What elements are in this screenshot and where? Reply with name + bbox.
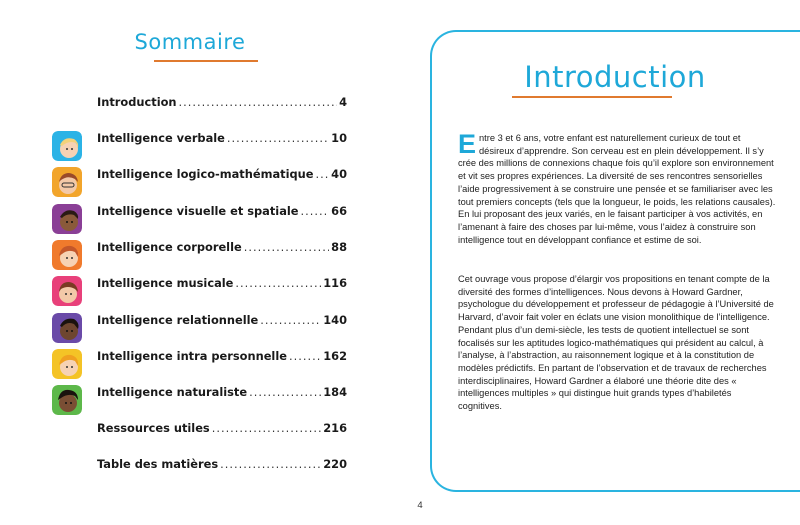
toc-leader-dots (212, 421, 322, 435)
toc-page: 66 (331, 204, 347, 218)
child-avatar-icon (52, 240, 82, 270)
toc-label: Table des matières (97, 457, 219, 471)
toc-item-verbale[interactable] (97, 131, 347, 149)
toc-page: 116 (323, 276, 347, 290)
introduction-title: Introduction (524, 60, 706, 94)
sommaire-title: Sommaire (134, 30, 246, 54)
child-avatar-icon (52, 204, 82, 234)
toc-leader-dots (235, 276, 321, 290)
toc-page: 88 (331, 240, 347, 254)
toc-page: 10 (331, 131, 347, 145)
toc-page: 140 (323, 313, 347, 327)
toc-label: Introduction (97, 95, 177, 109)
intro-block-2 (458, 273, 776, 413)
toc-page: 40 (331, 167, 347, 181)
toc-page: 216 (323, 421, 347, 435)
toc-leader-dots (249, 385, 321, 399)
toc-page: 162 (323, 349, 347, 363)
toc-leader-dots (227, 131, 329, 145)
toc-label: Intelligence verbale (97, 131, 225, 145)
toc-leader-dots (179, 95, 338, 109)
toc-label: Intelligence corporelle (97, 240, 242, 254)
child-avatar-icon (52, 131, 82, 161)
toc-item-table-des-matieres[interactable] (97, 457, 347, 475)
child-avatar-icon (52, 349, 82, 379)
toc-label: Ressources utiles (97, 421, 210, 435)
child-avatar-icon (52, 313, 82, 343)
toc-item-naturaliste[interactable] (97, 385, 347, 403)
toc-item-musicale[interactable] (97, 276, 347, 294)
toc-item-ressources-utiles[interactable] (97, 421, 347, 439)
intro-paragraph-2: En lui proposant des jeux variés, en le faisant participer à vos activités, en l’amenant à faire des choses par lui-même, vous l’aidez à construire son intelligence tout en développant confiance et estime de soi. (458, 209, 763, 245)
toc-leader-dots (301, 204, 330, 218)
toc-page: 184 (323, 385, 347, 399)
toc-item-relationnelle[interactable] (97, 313, 347, 331)
intro-block-1 (458, 129, 776, 246)
toc-page: 4 (339, 95, 347, 109)
drop-cap: E (458, 129, 477, 159)
toc-label: Intelligence logico-mathématique (97, 167, 314, 181)
toc-leader-dots (315, 167, 329, 181)
child-avatar-icon (52, 385, 82, 415)
toc-item-visuelle-spatiale[interactable] (97, 204, 347, 222)
title-underline (154, 60, 258, 62)
toc-leader-dots (289, 349, 321, 363)
child-avatar-icon (52, 276, 82, 306)
introduction-frame (430, 30, 800, 492)
toc-label: Intelligence intra personnelle (97, 349, 287, 363)
title-underline (512, 96, 672, 98)
intro-paragraph-3: Cet ouvrage vous propose d’élargir vos propositions en tenant compte de la diversité des formes d’intelligences. Nous devons à Howard Gardner, psychologue du développement et professeur de pédagogie à l’Université de Harvard, d’avoir fait voler en éclats une vision monolithique de l’intelligence. Pendant plus d’un demi-siècle, les tests de quotient intellectuel se sont focalisés sur les aptitudes logico-mathématiques qui président au calcul, à l’analyse, à l’abstraction, au raisonnement logique et à la constitution de modèles prédictifs. En partant de l’observation et de travaux de recherches interdisciplinaires, Howard Gardner a élaboré une théorie dite des « intelligences multiples » qui distingue huit grands types d’habiletés cognitives. (458, 274, 774, 412)
toc-leader-dots (220, 457, 321, 471)
toc-item-intra-personnelle[interactable] (97, 349, 347, 367)
toc-leader-dots (260, 313, 321, 327)
toc-label: Intelligence visuelle et spatiale (97, 204, 299, 218)
toc-item-introduction[interactable] (97, 95, 347, 113)
toc-label: Intelligence naturaliste (97, 385, 248, 399)
toc-page: 220 (323, 457, 347, 471)
toc-item-logico-mathematique[interactable] (97, 167, 347, 185)
page-number: 4 (417, 500, 423, 511)
toc-item-corporelle[interactable] (97, 240, 347, 258)
toc-label: Intelligence relationnelle (97, 313, 259, 327)
intro-paragraph-1 (458, 129, 776, 208)
intro-paragraph-1-text: ntre 3 et 6 ans, votre enfant est naturellement curieux de tout et désireux d’apprendre. Son cerveau est en plein développement. Il s’y crée des millions de connexions chaque fois qu’il explore son environnement et vit ses propres expériences. La diversité de ses rencontres sensorielles l’aide progressivement à se construire une pensée et se familiariser avec les tout premiers concepts (tels que la longueur, le poids, les relations causales). (458, 133, 776, 207)
toc-label: Intelligence musicale (97, 276, 234, 290)
child-avatar-icon (52, 167, 82, 197)
toc-leader-dots (244, 240, 329, 254)
